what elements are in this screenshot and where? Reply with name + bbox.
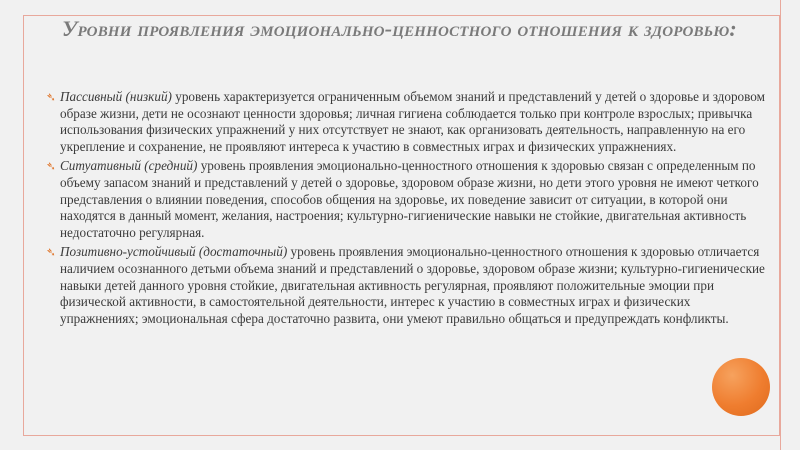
orange-circle-decoration [712,358,770,416]
slide-body [46,89,770,330]
orange-arrow-bullet-icon: ➴ [46,245,57,260]
bullet-term: Ситуативный (средний) [60,158,198,174]
right-edge-rule [780,0,781,450]
bullet-positive [46,244,770,327]
bullet-text: уровень проявления эмоционально-ценностного отношения к здоровью отличается наличием осознанного детьми объема знаний и представлений о здоровье, здоровом образе жизни; культурно-гигиенические навыки детей данного уровня стойкие, двигательная активность регулярная, проявляют положительные эмоции при физической активности, в самостоятельной деятельности, интерес к участию в совместных играх и физических упражнениях; эмоциональная сфера достаточно развита, они умеют правильно общаться и предупреждать конфликты. [60,244,765,326]
bullet-situational [46,158,770,241]
bullet-passive [46,89,770,155]
slide-title: Уровни проявления эмоционально-ценностного отношения к здоровью: [62,16,737,41]
orange-arrow-bullet-icon: ➴ [46,90,57,104]
bullet-text: уровень характеризуется ограниченным объемом знаний и представлений у детей о здоровье и здоровом образе жизни, дети не осознают ценности здоровья; личная гигиена соблюдается только при контроле взрослых; привычка использования физических упражнений у них отсутствует не знают, как организовать деятельность, направленную на его укрепление и сохранение, не проявляют интереса к участию в совместных играх и физических упражнениях. [60,89,765,154]
bullet-term: Пассивный (низкий) [60,89,172,104]
bullet-text: уровень проявления эмоционально-ценностного отношения к здоровью связан с определенным по объему запасом знаний и представлений у детей о здоровье, здоровом образе жизни, но дети этого уровня не имеют четкого представления о влиянии поведения, способов общения на здоровье, их поведение зависит от ситуации, в которой они находятся в данный момент, желания, настроения; культурно-гигиенические навыки не стойкие, двигательная активность недостаточно регулярная. [60,158,759,240]
bullet-term: Позитивно-устойчивый (достаточный) [60,244,288,260]
orange-arrow-bullet-icon: ➴ [46,159,57,174]
